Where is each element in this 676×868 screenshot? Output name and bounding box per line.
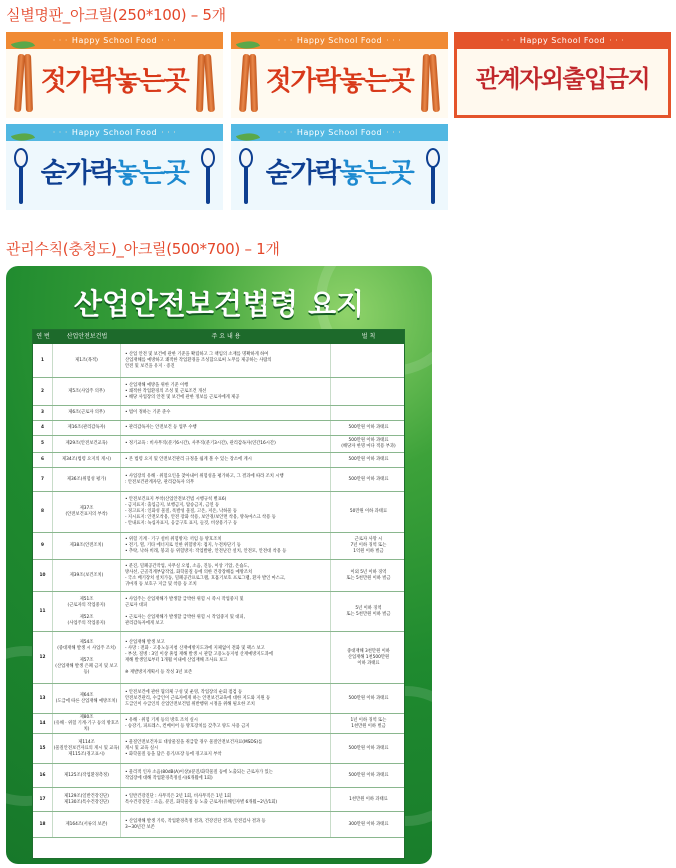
row-content: • 법이 정하는 기준 준수 <box>121 406 331 420</box>
row-number: 15 <box>33 734 53 763</box>
nameplate-chopstick-1 <box>6 32 223 118</box>
plate-text: 젓가락놓는곳 <box>265 66 414 97</box>
table-row <box>33 714 404 734</box>
row-content: • 산업재해 발생 보고 - 사망 : 전화 · 고용노동지청 산재예방지도과에 지체없이 전화 및 팩스 보고 - 부상, 질병 : 3일 이상 휴업 재해 발생 시 관할 고용노동지청 산재예방지도과에 재해 발생일로부터 1개월 이내에 산업재해 조사표 보고 ※ 재발방지계획서 등 작성 3년 보존 <box>121 632 331 683</box>
row-number: 4 <box>33 421 53 435</box>
table-row <box>33 406 404 421</box>
row-law: 제39조(보건조치) <box>53 560 121 591</box>
table-row <box>33 453 404 468</box>
row-number: 8 <box>33 492 53 532</box>
header-no: 연 번 <box>36 333 50 340</box>
row-number: 14 <box>33 714 53 733</box>
row-penalty: 1년 이하 징역 또는 1천만원 이하 벌금 <box>350 717 387 729</box>
row-number: 18 <box>33 812 53 837</box>
row-penalty: 300만원 이하 과태료 <box>348 821 389 827</box>
table-row <box>33 734 404 764</box>
table-row <box>33 533 404 560</box>
table-row <box>33 764 404 788</box>
row-penalty: 이외 5년 이하 징역 또는 5천만원 이하 벌금 <box>346 569 391 581</box>
law-table <box>32 329 405 859</box>
poster-title: 산업안전보건법령 요지 <box>73 287 365 321</box>
row-law: 제6조(근로자 의무) <box>53 406 121 420</box>
nameplate-no-entry <box>454 32 671 118</box>
row-law: 제54조 (중대재해 발생 시 사업주 조치) 제57조 (산업재해 발생 은폐 금지 및 보고 등) <box>53 632 121 683</box>
row-number: 1 <box>33 344 53 377</box>
row-penalty: 500만원 이하 과태료 <box>348 476 389 482</box>
nameplate-spoon-2 <box>231 124 448 210</box>
nameplates-section-title: 실별명판_아크릴(250*100) – 5개 <box>6 6 226 24</box>
row-number: 3 <box>33 406 53 420</box>
row-law: 제29조(안전보건교육) <box>53 436 121 452</box>
row-law: 제38조(안전조치) <box>53 533 121 559</box>
row-penalty: 근로자 사망 시 7년 이하 징역 또는 1억원 이하 벌금 <box>350 537 387 554</box>
row-penalty: 500만원 이하 과태료 <box>348 457 389 462</box>
row-law: 제114조 (물질안전보건자료의 게시 및 교육) 제115조(경고표시) <box>53 734 121 763</box>
table-row <box>33 560 404 592</box>
row-content: • 산업 안전 및 보건에 관한 기준을 확립하고 그 책임의 소재를 명확하게 하여 산업재해를 예방하고 쾌적한 작업환경을 조성함으로써 노무를 제공하는 사람의 안전 및 보건을 유지 · 증진 <box>121 344 331 377</box>
row-number: 5 <box>33 436 53 452</box>
row-law: 제125조(작업환경측정) <box>53 764 121 787</box>
row-content: • 안전보건에 관한 협의체 구성 및 운영, 작업장의 순회 점검 등 안전보건관리, 수급인이 근로자에게 하는 안전보건교육에 대한 지도와 지원 등 도급인이 수급인의 산업안전보건법 위반행위 시정을 위해 필요한 조치 <box>121 684 331 713</box>
row-number: 12 <box>33 632 53 683</box>
row-penalty: 500만원 이하 과태료 <box>348 772 389 778</box>
row-penalty <box>331 406 406 420</box>
table-row <box>33 344 404 378</box>
row-law: 제1조(목적) <box>53 344 121 377</box>
row-content: • 관리감독자는 안전보건 등 업무 수행 <box>121 421 331 435</box>
row-law: 제80조 (유해 · 위험 기계·기구 등의 방호조치) <box>53 714 120 732</box>
row-penalty: 500만원 이하 과태료 <box>348 745 389 751</box>
row-content: • 산업재해 예방을 위한 기준 이행 • 쾌적한 작업환경의 조성 및 근로조건 개선 • 해당 사업장의 안전 및 보건에 관한 정보를 근로자에게 제공 <box>121 378 331 405</box>
row-penalty: 500만원 이하 과태료 (해당자 한명 마다 적용 부과) <box>341 438 396 449</box>
table-row <box>33 788 404 812</box>
plate-text: 숟가락놓는곳 <box>265 158 414 189</box>
table-row <box>33 684 404 714</box>
row-penalty <box>331 344 406 377</box>
table-row <box>33 436 404 453</box>
table-row <box>33 812 404 838</box>
row-penalty: 500만원 이하 과태료 <box>348 425 389 430</box>
header-penalty: 벌 칙 <box>361 333 376 340</box>
row-content: • 분진, 밀폐공간작업, 사무실 오염, 소음, 진동, 이상 기압, 온습도, 방사선, 근골격계부담작업, 화학물질 등에 의한 건강장해를 예방조치 - 국소 배기장치 설치가동, 밀폐공간프로그램, 호흡기보호 프로그램, 환자 발인 마스크, 귀마개 등 보호구 지급 및 착용 등 조치 <box>121 560 331 591</box>
row-content: • 사업장의 유해 · 위험요인을 찾아내어 위험성을 평가하고, 그 결과에 따라 조치 시행 : 안전보건관계자단, 관리감독자 의무 <box>121 468 331 491</box>
row-content: • 유해 · 위험 기계 등의 방호 조치 실시 - 승강기, 피프레스, 컨베이어 등 방호장치를 갖추고 양도 사용 금지 <box>121 714 331 733</box>
row-law: 제51조 (근로자의 작업중지) 제52조 (사업주의 작업중지) <box>53 592 121 631</box>
plate-text: 숟가락놓는곳 <box>40 158 189 189</box>
plate-band: · · · Happy School Food · · · <box>454 32 671 49</box>
header-main: 주 요 내 용 <box>211 333 241 340</box>
table-row <box>33 492 404 533</box>
header-law: 산업안전보건법 <box>66 333 108 340</box>
row-number: 17 <box>33 788 53 811</box>
row-law: 제36조(위험성 평가) <box>53 468 121 491</box>
row-content: • 정기교육 : 비사무직(분기6시간), 사무직(분기3시간), 관리감독자(연간16시간) <box>121 436 331 452</box>
row-number: 13 <box>33 684 53 713</box>
row-content: • 물질안전보건자료 대상물질을 취급할 경우 물질안전보건자료(MSDS)를 게시 및 교육 실시 • 화학물질 등을 담은 용기/포장 등에 경고표지 부착 <box>121 734 331 763</box>
plate-text: 관계자외출입금지 <box>475 65 650 93</box>
row-penalty: 1천만원 이하 과태료 <box>349 796 388 802</box>
row-number: 10 <box>33 560 53 591</box>
row-number: 2 <box>33 378 53 405</box>
row-content: • 산업재해 발생 기록, 작업환경측정 결과, 건강진단 결과, 안전검사 결과 등 3~30년간 보존 <box>121 812 331 837</box>
plate-text: 젓가락놓는곳 <box>40 66 189 97</box>
plate-band: · · · Happy School Food · · · <box>231 124 448 141</box>
safety-law-poster <box>6 266 432 864</box>
row-penalty: 500만원 이하 과태료 <box>348 695 389 701</box>
row-penalty <box>331 378 406 405</box>
table-row <box>33 421 404 436</box>
row-law: 제37조 (안전보건표지의 부착) <box>53 492 121 532</box>
plate-band: · · · Happy School Food · · · <box>6 32 223 49</box>
row-penalty: 중대재해 3천만원 이하 산업재해 1천500만원 이하 과태료 <box>347 648 390 666</box>
row-penalty: 5년 이하 징역 또는 5천만원 이하 벌금 <box>346 605 391 617</box>
row-law: 제16조(관리감독자) <box>53 421 121 435</box>
row-law: 제129조(일반건강진단) 제130조(특수건강진단) <box>53 788 121 811</box>
row-penalty: 50만원 이하 과태료 <box>349 509 388 514</box>
row-content: • 안전보건표지 부착(산업안전보건법 시행규칙 별표6) - 금지표지: 출입금지, 보행금지, 탑승금지, 금연 등 - 경고표지: 인화성 물질, 폭발성 물질, 고온, 저온, 낙하물 등 - 지시표지: 안전모착용, 안전 장화 착용, 보안경/보안면 착용, 방독마스크 착용 등 - 안내표지: 녹십자표지, 응급구호 표지, 들것, 비상용기구 등 <box>121 492 331 532</box>
row-law: 제34조(법령 요지의 게시) <box>53 453 121 467</box>
row-law: 제164조(서류의 보존) <box>53 812 121 837</box>
row-content: • 물리적 인자 소음(80dB(A)이상)/분진/화학물질 등에 노출되는 근로자가 있는 작업장에 대해 작업환경측정실시(6개월에 1회) <box>121 764 331 787</box>
poster-section-title: 관리수칙(충청도)_아크릴(500*700) – 1개 <box>6 240 280 258</box>
row-content: • 위험 기계 · 기구 설비 위험방지: 끼임 등 방호조치 • 전기, 열, 기타 에너지로 인한 위험방지: 접지, 누전차단기 등 • 추락, 낙하 비래, 붕괴 등 위험방지: 작업발판, 안전난간 설치, 안전모, 안전대 착용 등 <box>121 533 331 559</box>
row-law: 제64조 (도급에 따른 산업재해 예방조치) <box>53 684 121 713</box>
table-row <box>33 468 404 492</box>
nameplate-chopstick-2 <box>231 32 448 118</box>
table-header <box>33 330 404 344</box>
row-number: 6 <box>33 453 53 467</box>
row-number: 9 <box>33 533 53 559</box>
plate-band: · · · Happy School Food · · · <box>231 32 448 49</box>
nameplate-spoon-1 <box>6 124 223 210</box>
row-number: 11 <box>33 592 53 631</box>
plate-band: · · · Happy School Food · · · <box>6 124 223 141</box>
row-law: 제5조(사업주 의무) <box>53 378 121 405</box>
table-row <box>33 632 404 684</box>
table-row <box>33 378 404 406</box>
table-row <box>33 592 404 632</box>
row-content: • 본 법령 요지 및 안전보건관리 규정을 쉽게 볼 수 있는 장소에 게시 <box>121 453 331 467</box>
row-number: 7 <box>33 468 53 491</box>
row-content: • 사업주는 산업재해가 발생할 급박한 위험 시 즉시 작업중지 및 근로자 대피 • 근로자는 산업재해가 발생할 급박한 위험 시 작업중지 및 대피, 관리감독자에게 보고 <box>121 592 331 631</box>
row-number: 16 <box>33 764 53 787</box>
row-content: • 일반건강진단 : 사무직은 2년 1회, 비사무직은 1년 1회 특수건강진단 : 소음, 분진, 화학물질 등 노출 근로자(유해인자별 6개월~2년/1회) <box>121 788 331 811</box>
